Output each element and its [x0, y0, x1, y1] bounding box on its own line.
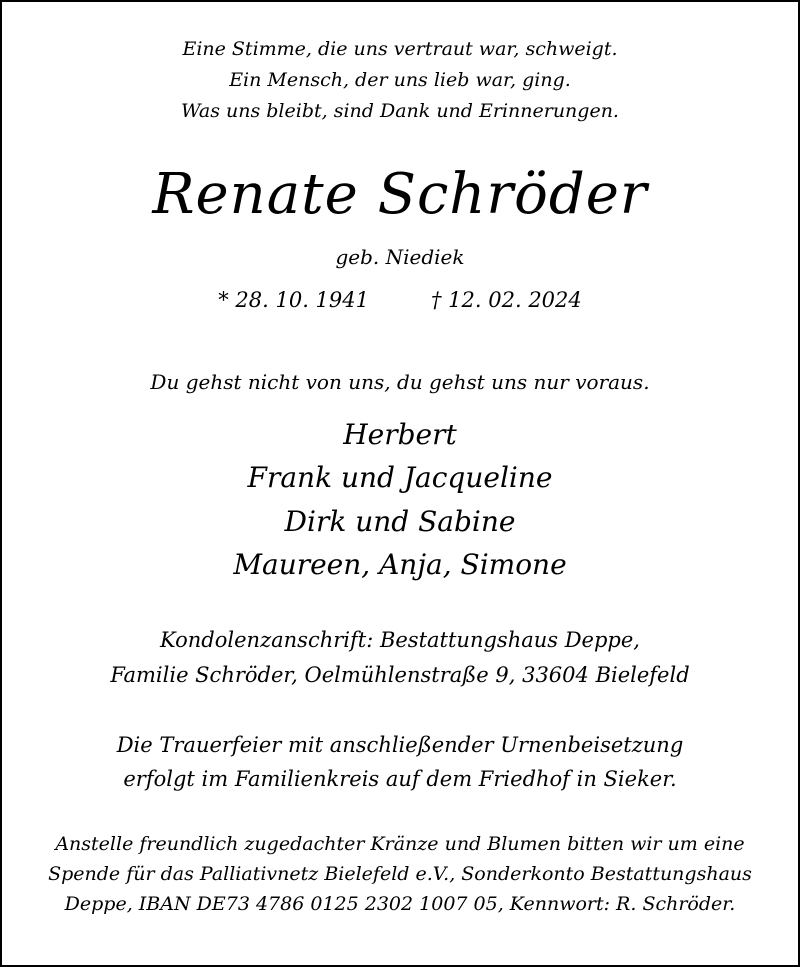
- ceremony-line-2: erfolgt im Familienkreis auf dem Friedhof in Sieker.: [123, 767, 677, 791]
- condolence-address-line-2: Familie Schröder, Oelmühlenstraße 9, 33604 Bielefeld: [110, 663, 690, 687]
- death-date: † 12. 02. 2024: [431, 288, 582, 312]
- ceremony-line-1: Die Trauerfeier mit anschließender Urnenbeisetzung: [116, 733, 684, 757]
- birth-date: * 28. 10. 1941: [218, 288, 369, 312]
- quote-line-3: Was uns bleibt, sind Dank und Erinnerungen.: [181, 100, 619, 122]
- condolence-address-line-1: Kondolenzanschrift: Bestattungshaus Deppe,: [160, 628, 640, 652]
- motto: Du gehst nicht von uns, du gehst uns nur voraus.: [150, 370, 650, 394]
- donation-line-1: Anstelle freundlich zugedachter Kränze und Blumen bitten wir um eine: [55, 833, 745, 855]
- mourner-1: Herbert: [343, 418, 457, 451]
- quote-line-2: Ein Mensch, der uns lieb war, ging.: [229, 69, 571, 91]
- mourner-4: Maureen, Anja, Simone: [233, 548, 567, 581]
- life-dates: [2, 288, 798, 312]
- maiden-name: geb. Niediek: [335, 245, 465, 269]
- donation-line-2: Spende für das Palliativnetz Bielefeld e.V., Sonderkonto Bestattungshaus: [48, 863, 752, 885]
- mourner-2: Frank und Jacqueline: [247, 461, 553, 494]
- donation-line-3: Deppe, IBAN DE73 4786 0125 2302 1007 05, Kennwort: R. Schröder.: [64, 893, 736, 915]
- deceased-name: Renate Schröder: [152, 162, 648, 227]
- mourner-3: Dirk und Sabine: [284, 505, 516, 538]
- quote-line-1: Eine Stimme, die uns vertraut war, schweigt.: [182, 38, 618, 60]
